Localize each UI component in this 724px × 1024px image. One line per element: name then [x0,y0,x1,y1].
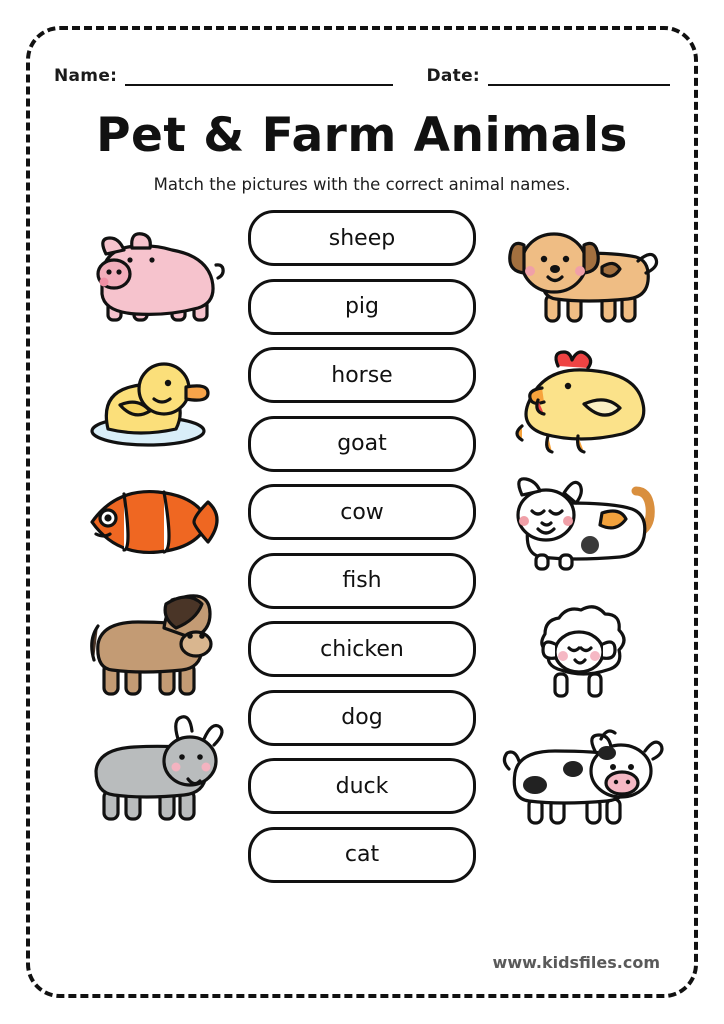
word-option-goat[interactable]: goat [248,416,476,472]
name-label: Name: [54,66,118,86]
page-title: Pet & Farm Animals [96,108,628,163]
picture-sheep[interactable] [488,589,672,714]
picture-duck[interactable] [58,335,238,460]
word-option-sheep[interactable]: sheep [248,210,476,266]
date-write-line[interactable] [488,69,670,86]
picture-pig[interactable] [58,210,238,335]
student-meta-row [52,56,672,86]
left-picture-column [58,210,238,835]
matching-board [52,210,672,910]
word-option-cow[interactable]: cow [248,484,476,540]
word-bank-column [248,210,476,883]
word-list [248,210,476,883]
word-option-horse[interactable]: horse [248,347,476,403]
word-option-cat[interactable]: cat [248,827,476,883]
picture-cow[interactable] [488,714,672,839]
right-picture-column [488,210,672,839]
date-label: Date: [426,66,480,86]
site-watermark: www.kidsfiles.com [492,953,660,972]
name-field[interactable] [54,66,393,86]
word-option-dog[interactable]: dog [248,690,476,746]
picture-horse[interactable] [58,585,238,710]
instruction-text: Match the pictures with the correct animal names. [153,175,571,194]
worksheet-content [52,56,672,974]
picture-cat[interactable] [488,464,672,589]
picture-fish[interactable] [58,460,238,585]
picture-chicken[interactable] [488,339,672,464]
word-option-pig[interactable]: pig [248,279,476,335]
word-option-chicken[interactable]: chicken [248,621,476,677]
word-option-fish[interactable]: fish [248,553,476,609]
picture-dog[interactable] [488,214,672,339]
picture-goat[interactable] [58,710,238,835]
name-write-line[interactable] [125,69,393,86]
word-option-duck[interactable]: duck [248,758,476,814]
date-field[interactable] [426,66,670,86]
